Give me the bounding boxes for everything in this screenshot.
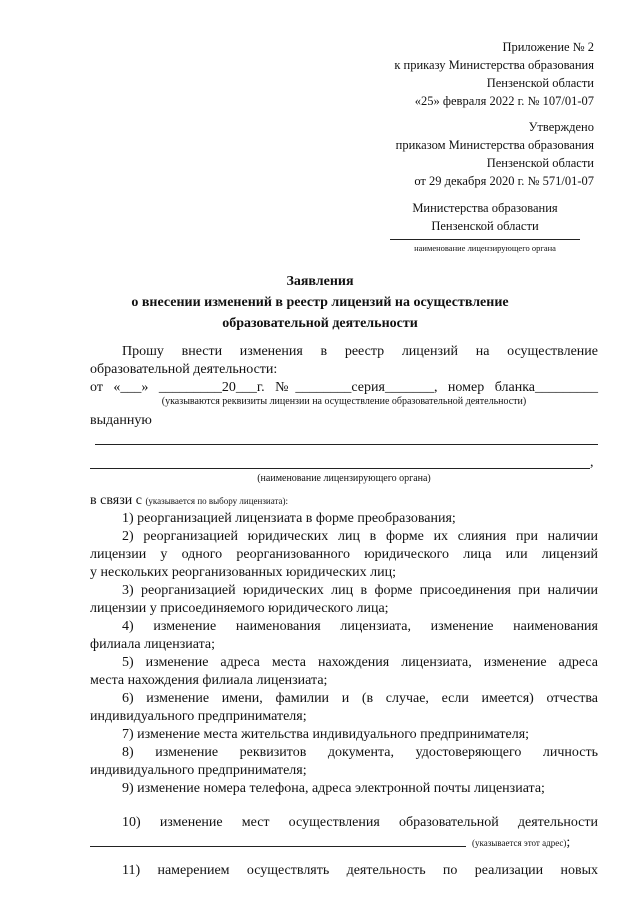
- appendix-block: [394, 38, 594, 110]
- item-4-line1: 4) изменение наименования лицензиата, изменение наименования: [122, 619, 598, 634]
- appendix-line4: «25» февраля 2022 г. № 107/01-07: [414, 94, 594, 108]
- appendix-line3: Пензенской области: [486, 76, 594, 90]
- document-title: [0, 271, 640, 334]
- item-10-semicolon: ;: [566, 835, 571, 850]
- issued-label: выданную: [90, 413, 152, 428]
- approved-line1: Утверждено: [528, 120, 594, 134]
- authority-line2: Пензенской области: [431, 219, 539, 233]
- license-details-caption: (указываются реквизиты лицензии на осуществление образовательной деятельности): [161, 396, 527, 407]
- item-11-line1: 11) намерением осуществлять деятельность по реализации новых: [122, 863, 598, 878]
- item-8-line1: 8) изменение реквизитов документа, удостоверяющего личность: [122, 745, 598, 760]
- title-line1: Заявления: [286, 274, 354, 289]
- authority-caption: наименование лицензирующего органа: [414, 243, 556, 253]
- approved-line2: приказом Министерства образования: [395, 138, 594, 152]
- item-7: 7) изменение места жительства индивидуального предпринимателя;: [122, 727, 530, 742]
- item-10-address-line: [90, 846, 466, 847]
- title-line3: образовательной деятельности: [222, 316, 418, 331]
- reason-prefix: в связи с: [90, 493, 142, 508]
- approved-line4: от 29 декабря 2020 г. № 571/01-07: [414, 174, 594, 188]
- item-1: 1) реорганизацией лицензиата в форме преобразования;: [122, 511, 456, 526]
- item-2-line2: лицензии у одного реорганизованного юридического лица или лицензий: [90, 547, 598, 562]
- appendix-line1: Приложение № 2: [502, 40, 594, 54]
- item-5-line1: 5) изменение адреса места нахождения лицензиата, изменение адреса: [122, 655, 598, 670]
- issuer-line-2: [90, 468, 590, 469]
- issuer-caption: (наименование лицензирующего органа): [257, 473, 431, 484]
- authority-block: [390, 199, 580, 235]
- issuer-line-1: [95, 444, 598, 445]
- authority-line1: Министерства образования: [412, 201, 558, 215]
- item-10-line1: 10) изменение мест осуществления образовательной деятельности: [122, 815, 598, 830]
- title-line2: о внесении изменений в реестр лицензий на осуществление: [131, 295, 509, 310]
- item-3-line2: лицензии у присоединяемого юридического лица;: [90, 601, 389, 616]
- issuer-line-comma: ,: [590, 455, 594, 470]
- authority-underline: [390, 239, 580, 240]
- license-details-line: от «___» _________20___г. №________серия_______, номер бланка_________: [90, 380, 598, 395]
- request-line2: образовательной деятельности:: [90, 362, 278, 377]
- item-8-line2: индивидуального предпринимателя;: [90, 763, 307, 778]
- reason-note: (указывается по выбору лицензиата):: [145, 496, 288, 506]
- item-6-line1: 6) изменение имени, фамилии и (в случае, если имеется) отчества: [122, 691, 598, 706]
- item-4-line2: филиала лицензиата;: [90, 637, 216, 652]
- item-2-line3: у нескольких реорганизованных юридических лиц;: [90, 565, 397, 580]
- appendix-line2: к приказу Министерства образования: [394, 58, 594, 72]
- item-10-note: (указывается этот адрес): [472, 838, 567, 848]
- item-6-line2: индивидуального предпринимателя;: [90, 709, 307, 724]
- approved-line3: Пензенской области: [486, 156, 594, 170]
- item-3-line1: 3) реорганизацией юридических лиц в форме присоединения при наличии: [122, 583, 598, 598]
- request-line1: Прошу внести изменения в реестр лицензий на осуществление: [122, 344, 598, 359]
- item-9: 9) изменение номера телефона, адреса электронной почты лицензиата;: [122, 781, 545, 796]
- item-5-line2: места нахождения филиала лицензиата;: [90, 673, 328, 688]
- item-10-caption: [472, 832, 570, 854]
- approved-block: [396, 118, 594, 190]
- item-2-line1: 2) реорганизацией юридических лиц в форме их слияния при наличии: [122, 529, 598, 544]
